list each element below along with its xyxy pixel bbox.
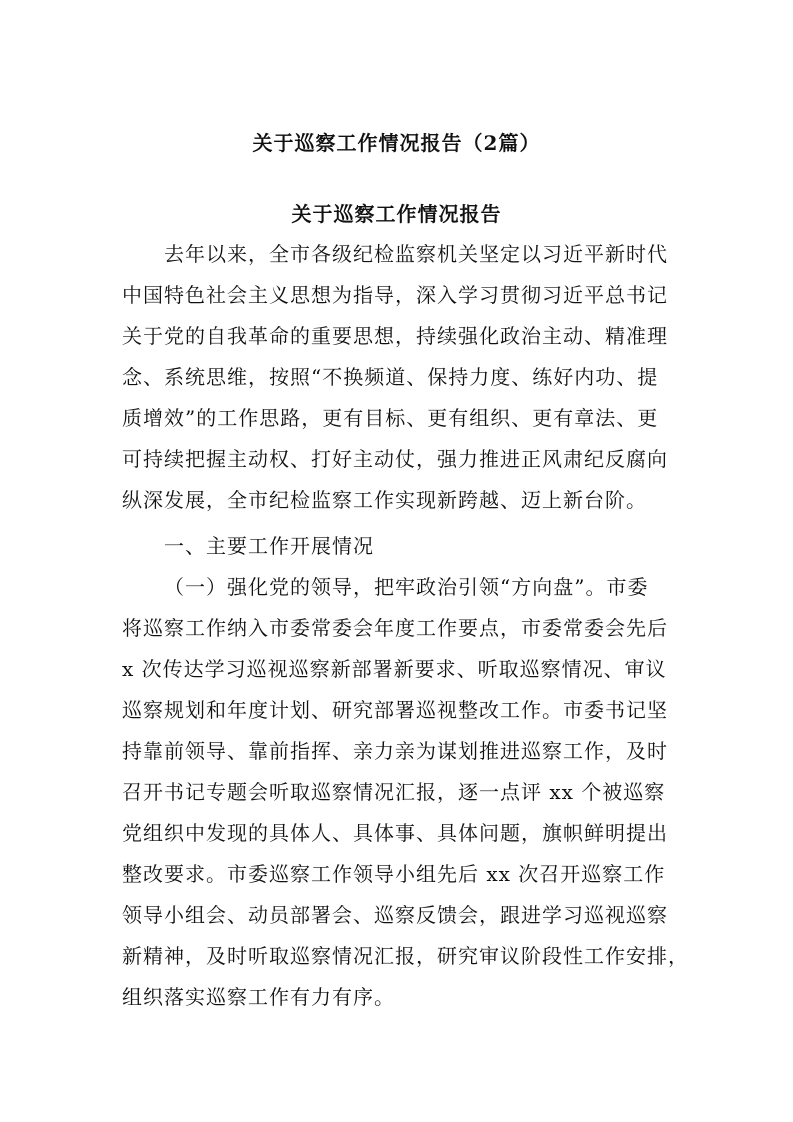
document-title: 关于巡察工作情况报告（2篇） (252, 131, 541, 155)
paragraph-line: （一）强化党的领导，把牢政治引领“方向盘”。市委 (164, 575, 649, 599)
paragraph-line: 将巡察工作纳入市委常委会年度工作要点，市委常委会先后 (122, 616, 668, 640)
heading-line: 一、主要工作开展情况 (164, 534, 374, 558)
paragraph-line: 组织落实巡察工作有力有序。 (122, 985, 395, 1009)
paragraph-line: 可持续把握主动权、打好主动仗，强力推进正风肃纪反腐向 (122, 447, 668, 471)
paragraph-line: 巡察规划和年度计划、研究部署巡视整改工作。市委书记坚 (122, 698, 668, 722)
paragraph-line: 召开书记专题会听取巡察情况汇报，逐一点评 xx 个被巡察 (122, 780, 666, 804)
paragraph-line: 整改要求。市委巡察工作领导小组先后 xx 次召开巡察工作 (122, 862, 666, 886)
section-title: 关于巡察工作情况报告 (291, 202, 502, 226)
paragraph-line: 持靠前领导、靠前指挥、亲力亲为谋划推进巡察工作，及时 (122, 739, 668, 763)
paragraph-line: 关于党的自我革命的重要思想，持续强化政治主动、精准理 (122, 324, 668, 348)
paragraph-line: 领导小组会、动员部署会、巡察反馈会，跟进学习巡视巡察 (122, 903, 668, 927)
paragraph-line: 新精神，及时听取巡察情况汇报，研究审议阶段性工作安排， (122, 944, 689, 968)
paragraph-line: 去年以来，全市各级纪检监察机关坚定以习近平新时代 (164, 242, 668, 266)
paragraph-line: 党组织中发现的具体人、具体事、具体问题，旗帜鲜明提出 (122, 821, 668, 845)
paragraph-line: 纵深发展，全市纪检监察工作实现新跨越、迈上新台阶。 (122, 488, 647, 512)
paragraph-line: 质增效”的工作思路，更有目标、更有组织、更有章法、更 (122, 406, 659, 430)
paragraph-line: 中国特色社会主义思想为指导，深入学习贯彻习近平总书记 (122, 283, 668, 307)
paragraph-line: x 次传达学习巡视巡察新部署新要求、听取巡察情况、审议 (122, 657, 667, 681)
paragraph-line: 念、系统思维，按照“不换频道、保持力度、练好内功、提 (122, 365, 659, 389)
